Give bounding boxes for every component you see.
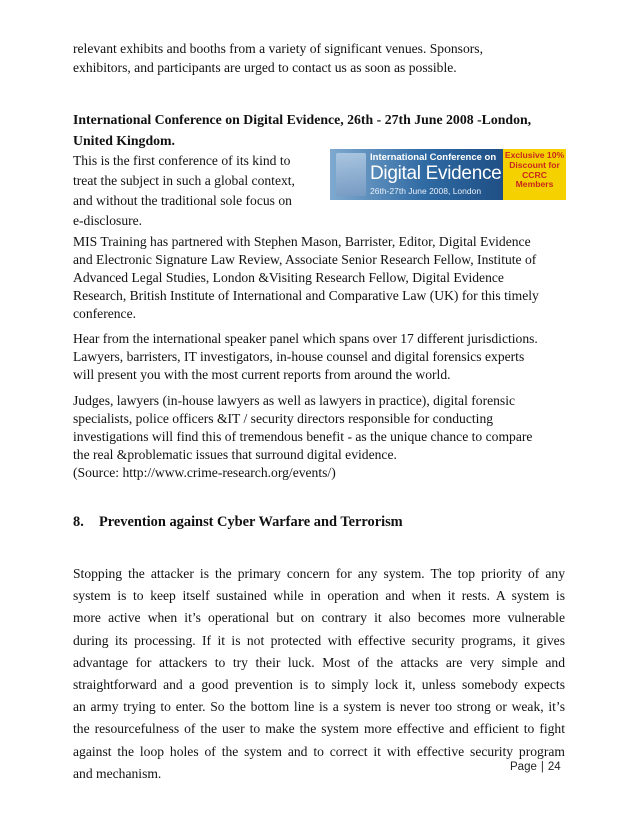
banner-title-line: International Conference on	[370, 152, 497, 163]
section-number: 8.	[73, 514, 84, 530]
text-line: Judges, lawyers (in-house lawyers as well as lawyers in practice), digital forensic	[73, 393, 516, 408]
promo-line: Discount for	[509, 159, 560, 170]
banner-promo-box	[503, 149, 566, 200]
conference-paragraph-2	[73, 330, 565, 384]
text-line: This is the first conference of its kind to	[73, 153, 291, 168]
text-line: investigations will find this of tremendous benefit - as the unique chance to compare	[73, 429, 533, 444]
conference-paragraph-3	[73, 392, 565, 482]
text-line: specialists, police officers &IT / security directors responsible for conducting	[73, 411, 494, 426]
text-line: exhibitors, and participants are urged to contact us as soon as possible.	[73, 60, 457, 75]
text-line: MIS Training has partnered with Stephen Mason, Barrister, Editor, Digital Evidence	[73, 234, 531, 249]
section-8-body	[73, 563, 565, 785]
text-line: e-disclosure.	[73, 213, 143, 228]
banner-emblem-icon	[336, 153, 366, 196]
promo-line: CCRC	[522, 169, 547, 180]
text-line: and mechanism.	[73, 765, 162, 781]
section-8-heading	[73, 514, 403, 531]
text-line: Research, British Institute of International and Comparative Law (UK) for this timely	[73, 288, 539, 303]
text-line: more active when it’s operational but on contrary it also becomes more vulnerable	[73, 610, 565, 626]
conference-heading	[73, 109, 573, 151]
text-line: relevant exhibits and booths from a variety of significant venues. Sponsors,	[73, 41, 483, 56]
promo-line: Exclusive 10%	[504, 150, 565, 160]
page-number: 24	[547, 761, 561, 773]
text-line: conference.	[73, 306, 137, 321]
conference-banner-image	[330, 149, 566, 200]
text-line: and Electronic Signature Law Review, Associate Senior Research Fellow, Institute of	[73, 252, 537, 267]
text-line: Lawyers, barristers, IT investigators, in-house counsel and digital forensics experts	[73, 349, 525, 364]
conference-intro	[73, 151, 323, 231]
text-line: during its processing. If it is not protected with effective security programs, it gives	[73, 632, 565, 648]
conference-paragraph-1	[73, 233, 565, 323]
text-line: and without the traditional sole focus on	[73, 193, 292, 208]
text-line: system is to keep itself sustained while in operation and when it rests. A system is	[73, 588, 565, 604]
text-line: an army trying to enter. So the bottom line is a system is never too strong or weak, it’s	[73, 699, 565, 715]
promo-line: Members	[515, 179, 554, 190]
text-line: Stopping the attacker is the primary concern for any system. The top priority of any	[73, 566, 565, 581]
banner-date-line: 26th-27th June 2008, London	[370, 186, 482, 196]
banner-title-main: Digital Evidence	[370, 163, 502, 184]
section-title: Prevention against Cyber Warfare and Terrorism	[99, 514, 403, 530]
text-line: straightforward and a good prevention is to simply lock it, unless somebody expects	[73, 677, 565, 693]
text-line: advantage for attackers to try their luck. Most of the attacks are very simple and	[73, 654, 565, 670]
page-separator: |	[540, 761, 544, 773]
text-line: the real &problematic issues that surround digital evidence.	[73, 447, 397, 462]
text-line: the resourcefulness of the user to make the system more effective and efficient to fight	[73, 721, 565, 737]
text-line: Hear from the international speaker panel which spans over 17 different jurisdictions.	[73, 331, 538, 346]
page-label: Page	[510, 761, 537, 773]
text-line: against the loop holes of the system and to correct it with effective security program	[73, 743, 565, 759]
heading-line: International Conference on Digital Evidence, 26th - 27th June 2008 -London,	[73, 112, 532, 127]
heading-line: United Kingdom.	[73, 133, 175, 148]
source-line: (Source: http://www.crime-research.org/events/)	[73, 465, 336, 480]
text-line: Advanced Legal Studies, London &Visiting Research Fellow, Digital Evidence	[73, 270, 504, 285]
text-line: will present you with the most current reports from around the world.	[73, 367, 451, 382]
page-footer	[510, 761, 561, 773]
text-line: treat the subject in such a global context,	[73, 173, 295, 188]
top-paragraph	[73, 39, 565, 77]
